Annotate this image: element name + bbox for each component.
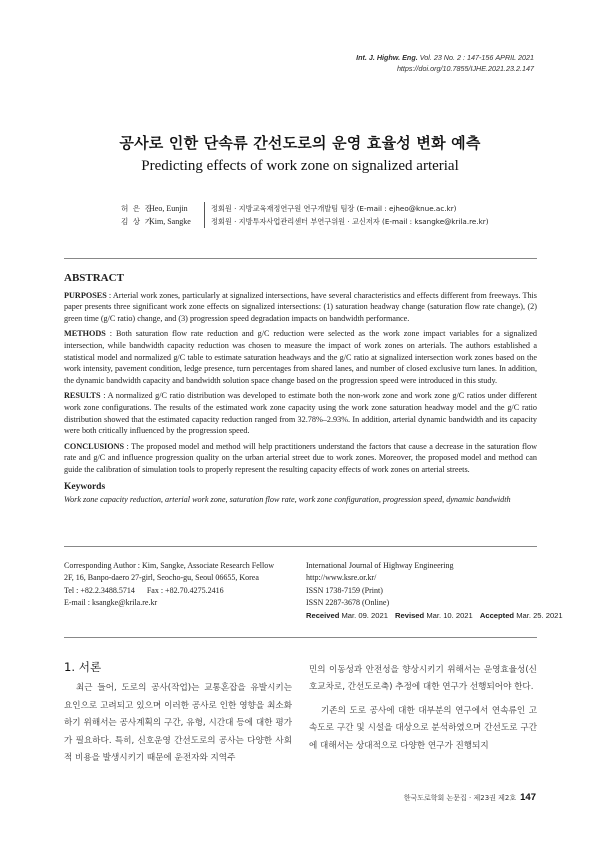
abstract-conclusions (64, 441, 537, 476)
keywords-text: Work zone capacity reduction, arterial work zone, saturation flow rate, work zone configuration, progression speed, dynamic bandwidth (64, 495, 511, 505)
revised-label: Revised (395, 610, 425, 620)
abstract-purposes (64, 290, 537, 325)
title-english: Predicting effects of work zone on signalized arterial (141, 158, 459, 174)
results-label: RESULTS (64, 391, 101, 401)
page-number: 147 (520, 792, 536, 803)
received-date: Mar. 09. 2021 (341, 610, 388, 620)
doi-link[interactable]: https://doi.org/10.7855/IJHE.2021.23.2.147 (396, 64, 534, 73)
author-name-ko: 김 상 기 (121, 217, 153, 226)
purposes-text: : Arterial work zones, particularly at signalized intersections, have several characteristics and effects different from freeways. This paper presents three significant work zone effects on signalized intersections: (1) saturation headway change (saturation flow rate change), (2) green time (g/C ratio) change, and (3) progression speed degradation impacts on bandwidth performance. (64, 290, 537, 323)
journal-url[interactable]: http://www.ksre.or.kr/ (306, 573, 377, 583)
abstract-heading: ABSTRACT (64, 272, 124, 284)
author-affiliation: 정회원 · 지방교육재정연구원 연구개발팀 팀장 (E-mail : ejheo@knue.ac.kr) (204, 202, 456, 215)
correspondence-info (64, 560, 299, 610)
author-row (121, 215, 489, 228)
methods-text: : Both saturation flow rate reduction and g/C reduction were selected as the work zone impact variables for a signalized intersection, while bandwidth capacity reduction was chosen to measure the impact of work zones on arterials. The authors established a statistical model and normalized g/C table to estimate saturation headways and the g/C ratio at signalized intersection work zones based on the work intensity, pavement condition, ledge presence, turn percentages from shared lanes, and number of closed exclusive turn lanes. In addition, the dynamic bandwidth capacity and bandwidth solution space change based on the progression speed were introduced in this study. (64, 329, 537, 385)
body-column-right (309, 662, 537, 755)
body-paragraph: 기존의 도로 공사에 대한 대부분의 연구에서 연속류인 고속도로 구간 및 시설을 대상으로 분석하였으며 간선도로 구간에 대해서는 상대적으로 다양한 연구가 진행되지 (309, 705, 537, 751)
journal-header (356, 52, 534, 74)
purposes-label: PURPOSES (64, 290, 107, 300)
corr-author: Corresponding Author : Kim, Sangke, Associate Research Fellow (64, 561, 274, 570)
corr-address: 2F, 16, Banpo-daero 27-girl, Seocho-gu, Seoul 06655, Korea (64, 573, 259, 583)
title-korean: 공사로 인한 단속류 간선도로의 운영 효율성 변화 예측 (119, 134, 481, 152)
issue-date: APRIL 2021 (495, 53, 534, 62)
author-affiliation: 정회원 · 지방투자사업관리센터 부연구위원 · 교신저자 (E-mail : ksangke@krila.re.kr) (204, 215, 489, 228)
abstract-results (64, 390, 537, 436)
corr-email[interactable]: E-mail : ksangke@krila.re.kr (64, 598, 158, 608)
divider-top (64, 258, 537, 259)
abstract-section (64, 273, 537, 510)
footer-journal: 한국도로학회 논문집 · 제23권 제2호 (403, 794, 517, 802)
abstract-methods (64, 328, 537, 386)
corr-phone: Tel : +82.2.3488.5714 Fax : +82.70.4275.2416 (64, 585, 224, 595)
methods-label: METHODS (64, 329, 106, 339)
accepted-label: Accepted (479, 610, 515, 620)
author-name-en: Heo, Eunjin (149, 204, 188, 213)
section-title: 1. 서론 (64, 660, 102, 674)
body-paragraph-continued: 민의 이동성과 안전성을 향상시키기 위해서는 운영효율성(신호교차로, 간선도로축) 추정에 대한 연구가 선행되어야 한다. (309, 665, 537, 693)
author-name-ko: 허 은 진 (121, 204, 153, 213)
conclusions-text: : The proposed model and method will help practitioners understand the factors that cause a decrease in the saturation flow rate and g/C and influence progression quality on the urban arterial street due to work zones. Moreover, the proposed model and method can guide the calibration of simulation tools to properly represent the resulting capacity effects of work zones on arterial streets. (64, 441, 537, 474)
conclusions-label: CONCLUSIONS (64, 441, 125, 451)
received-label: Received (306, 610, 340, 620)
author-row (121, 202, 489, 215)
issn-online: ISSN 2287-3678 (Online) (306, 598, 390, 608)
page-footer (404, 792, 536, 803)
journal-abbrev: Int. J. Highw. Eng. (356, 53, 418, 62)
body-paragraph: 최근 들어, 도로의 공사(작업)는 교통혼잡을 유발시키는 요인으로 고려되고 있으며 이러한 공사로 인한 영향을 최소화하기 위해서는 공사계획의 구간, 유형, 시간대 등에 대한 평가가 필요하다. 특히, 신호운영 간선도로의 공사는 다양한 사회적 비용을 발생시키기 때문에 운전자와 지역주 (64, 683, 292, 764)
accepted-date: Mar. 25. 2021 (516, 610, 563, 620)
keywords-heading: Keywords (64, 481, 106, 492)
journal-name: International Journal of Highway Engineering (306, 561, 454, 570)
body-column-left (64, 659, 292, 767)
author-name-en: Kim, Sangke (149, 217, 191, 226)
issn-print: ISSN 1738-7159 (Print) (306, 585, 383, 595)
journal-info (306, 560, 563, 622)
author-list (121, 202, 489, 228)
divider-middle (64, 546, 537, 547)
revised-date: Mar. 10. 2021 (426, 610, 473, 620)
results-text: : A normalized g/C ratio distribution was developed to estimate both the non-work zone and work zone g/C ratios under different work zone configurations. The results of the estimated work zone capacity using the work zone saturation headway model and the g/C ratio distribution showed that the estimated capacity reduction ranged from 32.78%–2.93%. In addition, arterial dynamic bandwidth and its capacity were both critically influenced by the progression speed. (64, 391, 537, 436)
volume-pages: Vol. 23 No. 2 : 147-156 (419, 53, 494, 62)
divider-bottom (64, 637, 537, 638)
article-dates (306, 610, 563, 622)
